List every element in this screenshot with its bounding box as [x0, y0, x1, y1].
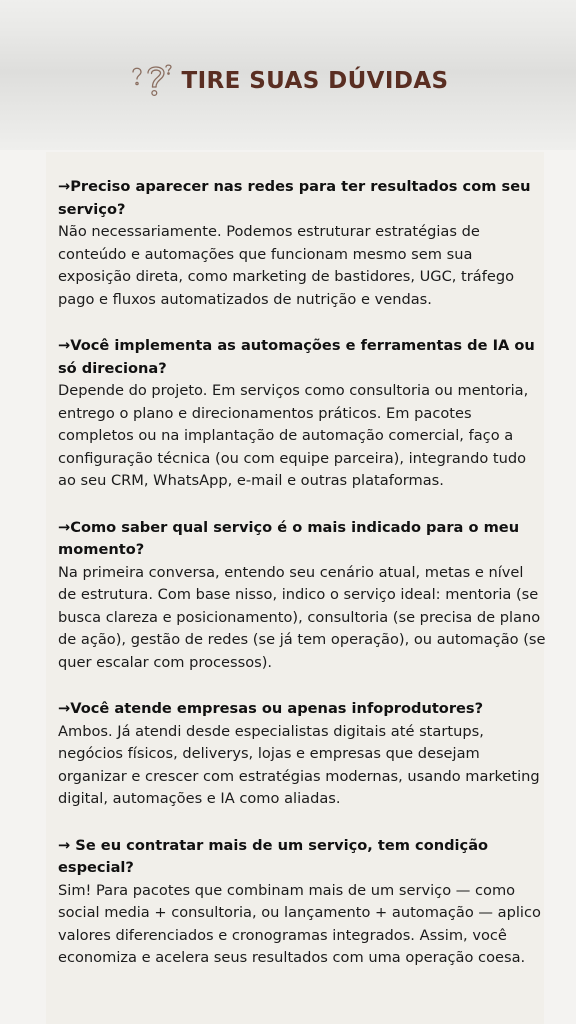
faq-answer: Ambos. Já atendi desde especialistas digitais até startups, negócios físicos, deliverys, lojas e empresas que desejam organizar e crescer com estratégias modernas, usando marketing digital, automações e IA como aliadas. [58, 722, 540, 807]
faq-item [58, 176, 546, 311]
faq-item [58, 517, 546, 675]
page-title: TIRE SUAS DÚVIDAS [181, 67, 449, 94]
question-marks-icon [128, 61, 174, 101]
faq-answer: Não necessariamente. Podemos estruturar estratégias de conteúdo e automações que funcionam mesmo sem sua exposição direta, como marketing de bastidores, UGC, tráfego pago e fluxos automatizados de nutrição e vendas. [58, 223, 515, 308]
faq-question: → Se eu contratar mais de um serviço, tem condição especial? [58, 836, 489, 876]
faq-answer: Na primeira conversa, entendo seu cenário atual, metas e nível de estrutura. Com base nisso, indico o serviço ideal: mentoria (se busca clareza e posicionamento), consultoria (se precisa de plano de ação), gestão de redes (se já tem operação), ou automação (se quer escalar com processos). [58, 563, 546, 671]
faq-item [58, 835, 546, 970]
faq-list [58, 176, 546, 994]
faq-item [58, 335, 546, 493]
faq-answer: Depende do projeto. Em serviços como consultoria ou mentoria, entrego o plano e direcionamentos práticos. Em pacotes completos ou na implantação de automação comercial, faço a configuração técnica (ou com equipe parceira), integrando tudo ao seu CRM, WhatsApp, e-mail e outras plataformas. [58, 382, 529, 489]
faq-answer: Sim! Para pacotes que combinam mais de um serviço — como social media + consultoria, ou lançamento + automação — aplico valores diferenciados e cronogramas integrados. Assim, você economiza e acelera seus resultados com uma operação coesa. [58, 881, 541, 966]
faq-question: →Você implementa as automações e ferramentas de IA ou só direciona? [58, 337, 535, 377]
faq-item [58, 698, 546, 811]
faq-question: →Como saber qual serviço é o mais indicado para o meu momento? [58, 518, 520, 558]
faq-question: →Você atende empresas ou apenas infoprodutores? [58, 700, 484, 717]
faq-question: →Preciso aparecer nas redes para ter resultados com seu serviço? [58, 178, 531, 218]
page-header [0, 58, 576, 104]
